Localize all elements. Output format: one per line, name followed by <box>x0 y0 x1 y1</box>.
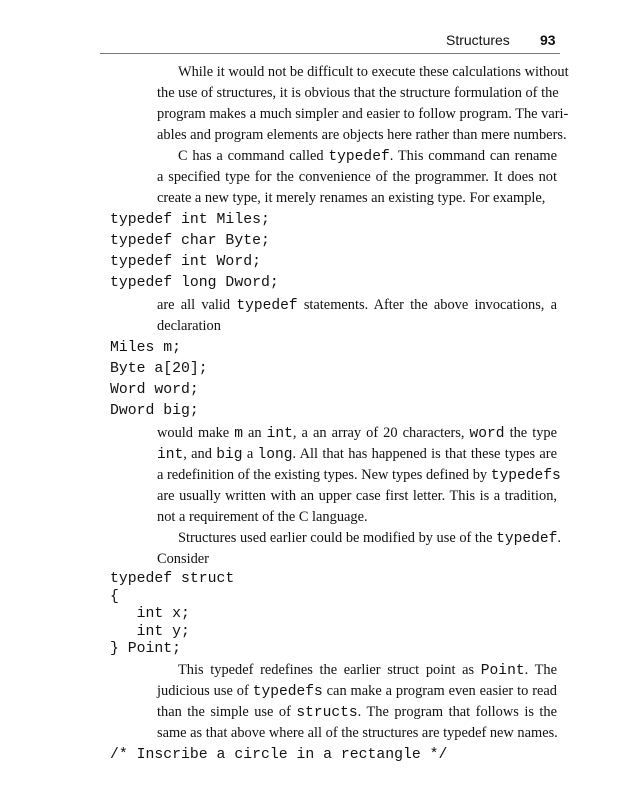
code-typedef-examples <box>110 210 620 294</box>
text-run: can make a program even easier to read <box>322 682 557 699</box>
inline-code: typedef <box>328 149 390 165</box>
inline-code: big <box>216 447 243 463</box>
text-run: While it would not be difficult to execute these calculations without <box>178 64 569 80</box>
code-line: Dword big; <box>110 403 199 419</box>
text-run: This typedef redefines the earlier struct point as <box>178 661 481 678</box>
text-run: same as that above where all of the structures are typedef new names. <box>157 724 558 741</box>
inline-code: int <box>266 426 293 442</box>
text-run: C has a command called <box>178 148 329 164</box>
text-run: the use of structures, it is obvious that the structure formulation of the <box>157 85 559 101</box>
text-run: the type <box>504 425 557 441</box>
code-line: int y; <box>110 623 190 640</box>
text-line <box>157 528 562 549</box>
paragraph-typedef-intro <box>157 62 569 209</box>
text-line <box>157 681 557 702</box>
running-header-section: Structures <box>446 32 510 48</box>
text-run: . All that has happened is that these types are <box>292 446 557 462</box>
text-line <box>157 62 569 83</box>
text-line <box>157 723 557 744</box>
text-line <box>157 549 557 570</box>
code-line: Miles m; <box>110 340 182 356</box>
text-run: . The program that follows is the <box>357 703 558 720</box>
text-run: than the simple use of <box>157 703 297 720</box>
text-run: . This command can rename <box>389 148 558 164</box>
text-line <box>157 104 569 125</box>
page-number: 93 <box>540 32 556 48</box>
code-line: } Point; <box>110 641 182 657</box>
inline-code: structs <box>296 704 358 721</box>
text-run: ables and program elements are objects here rather than mere numbers. <box>157 127 567 143</box>
inline-code: typedefs <box>490 468 561 484</box>
code-line: typedef struct <box>110 571 235 587</box>
paragraph-point <box>157 660 557 744</box>
text-run: Structures used earlier could be modified by use of the <box>178 530 497 546</box>
text-line <box>157 423 557 444</box>
text-run: create a new type, it merely renames an existing type. For example, <box>157 190 546 206</box>
inline-code: typedefs <box>252 683 323 700</box>
text-run: program makes a much simpler and easier to follow program. The vari- <box>157 106 569 122</box>
text-run: judicious use of <box>157 682 253 699</box>
text-run: declaration <box>157 318 221 334</box>
text-run: would make <box>157 425 235 441</box>
code-line: Byte a[20]; <box>110 361 208 377</box>
header-rule <box>100 53 560 54</box>
inline-code: int <box>157 447 184 463</box>
inline-code: typedef <box>236 298 298 314</box>
code-declarations <box>110 338 620 422</box>
code-line: { <box>110 588 119 605</box>
text-line <box>157 295 557 316</box>
inline-code: Point <box>480 662 525 679</box>
text-run: a specified type for the convenience of the programmer. It does not <box>157 169 557 185</box>
text-line <box>157 702 557 723</box>
text-run: Consider <box>157 551 209 567</box>
text-run: . <box>557 530 562 546</box>
text-run: not a requirement of the C language. <box>157 509 368 525</box>
text-run: an <box>242 425 267 441</box>
text-line <box>157 125 567 146</box>
code-line: typedef long Dword; <box>110 275 279 291</box>
text-run: statements. After the above invocations, a <box>297 297 557 313</box>
code-line: typedef char Byte; <box>110 233 270 249</box>
text-run: are all valid <box>157 297 237 313</box>
code-line: typedef int Miles; <box>110 212 270 228</box>
inline-code: m <box>234 426 243 442</box>
text-line <box>157 465 561 486</box>
text-line <box>157 188 557 209</box>
text-run: are usually written with an upper case first letter. This is a tradition, <box>157 488 557 504</box>
code-line: int x; <box>110 606 190 622</box>
text-line <box>157 507 557 528</box>
code-point-struct <box>110 571 620 659</box>
text-line <box>157 83 557 104</box>
text-run: a <box>242 446 258 462</box>
text-run: . The <box>524 661 557 678</box>
code-line: typedef int Word; <box>110 254 261 270</box>
text-run: , and <box>183 446 217 462</box>
text-line <box>157 316 557 337</box>
text-line <box>157 486 557 507</box>
code-line: /* Inscribe a circle in a rectangle */ <box>110 746 448 763</box>
text-line <box>157 146 557 167</box>
inline-code: long <box>257 447 293 463</box>
text-run: , a an array of 20 characters, <box>292 425 470 441</box>
code-comment <box>110 745 620 766</box>
page-body <box>0 62 620 766</box>
paragraph-valid-statements <box>157 295 557 337</box>
code-line: Word word; <box>110 382 199 398</box>
text-line <box>157 660 557 681</box>
inline-code: typedef <box>496 531 558 547</box>
text-line <box>157 167 557 188</box>
text-run: a redefinition of the existing types. New types defined by <box>157 467 491 483</box>
inline-code: word <box>469 426 505 442</box>
text-line <box>157 444 557 465</box>
paragraph-redefinition <box>157 423 562 570</box>
